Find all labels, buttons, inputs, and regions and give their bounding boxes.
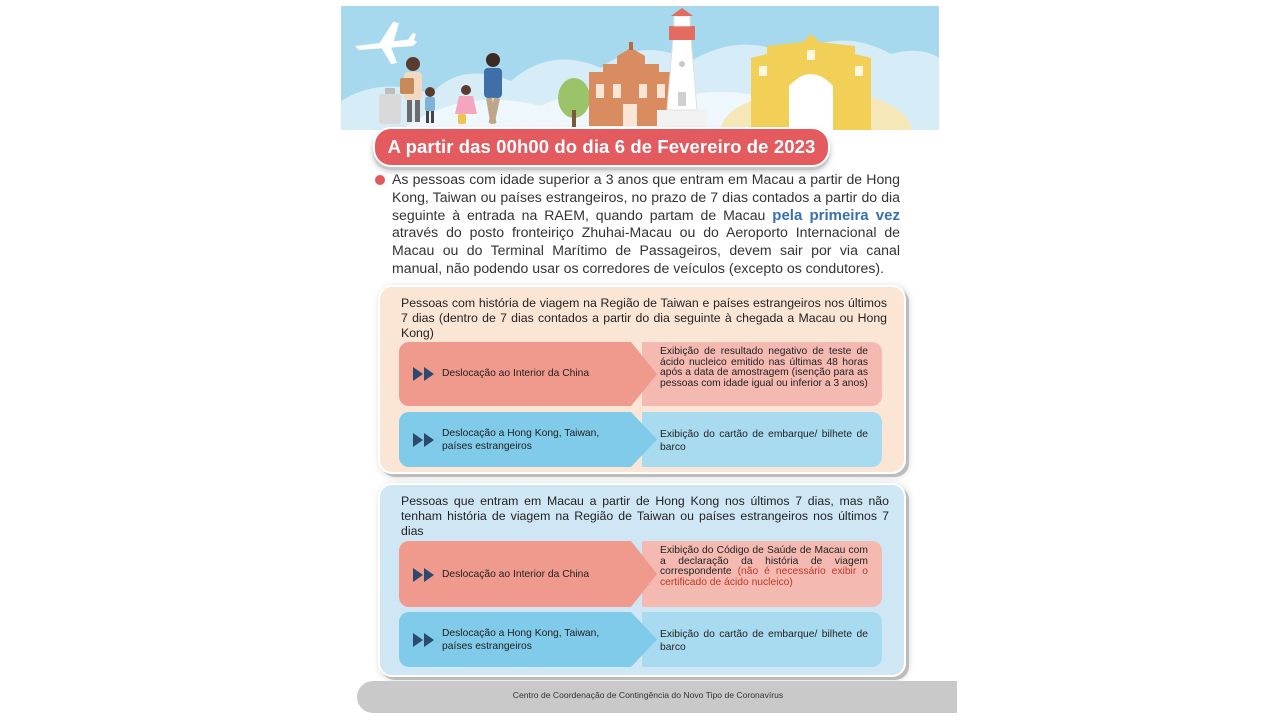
row-description: Exibição de resultado negativo de teste de ácido nucleico emitido nas últimas 48 horas após a data de amostragem (isenção para as pessoas com idade igual ou inferior a 3 anos) bbox=[660, 346, 868, 389]
intro-paragraph bbox=[392, 171, 900, 278]
row-description bbox=[660, 546, 868, 588]
card-hong-kong-only bbox=[378, 483, 906, 677]
intro-highlight: pela primeira vez bbox=[772, 206, 900, 224]
row-mainland-china bbox=[399, 541, 882, 607]
double-arrow-icon bbox=[413, 568, 437, 582]
row-label: Deslocação ao Interior da China bbox=[442, 569, 590, 580]
date-banner: A partir das 00h00 do dia 6 de Fevereiro de 2023 bbox=[373, 127, 830, 167]
row-hk-taiwan-foreign bbox=[399, 412, 882, 467]
row-label: Deslocação a Hong Kong, Taiwan, países estrangeiros bbox=[442, 628, 600, 652]
intro-text-before: As pessoas com idade superior a 3 anos que entram em Macau a partir de Hong Kong, Taiwan ou países estrangeiros, no prazo de 7 dias contados a partir do dia seguinte à entrada na RAEM, quando partam de Macau bbox=[392, 171, 900, 223]
row-mainland-china bbox=[399, 342, 882, 406]
poster bbox=[341, 6, 939, 715]
footer-text: Centro de Coordenação de Contingência do Novo Tipo de Coronavírus bbox=[512, 690, 784, 700]
row-label: Deslocação ao Interior da China bbox=[442, 368, 590, 379]
double-arrow-icon bbox=[413, 367, 437, 381]
bullet-dot bbox=[375, 175, 385, 185]
double-arrow-icon bbox=[413, 433, 437, 447]
row-description: Exibição do cartão de embarque/ bilhete de barco bbox=[660, 429, 868, 453]
intro-text-after: através do posto fronteiriço Zhuhai-Macau ou do Aeroporto Internacional de Macau ou do Terminal Marítimo de Passageiros, devem sair por via canal manual, não podendo usar os corredores de veículos (excepto os condutores). bbox=[392, 224, 900, 276]
row-label: Deslocação a Hong Kong, Taiwan, países estrangeiros bbox=[442, 428, 600, 452]
banner-illustration bbox=[341, 6, 939, 130]
double-arrow-icon bbox=[413, 633, 437, 647]
row-description: Exibição do cartão de embarque/ bilhete de barco bbox=[660, 629, 868, 653]
row-description-note: (não é necessário exibir o certificado de ácido nucleico) bbox=[660, 566, 868, 588]
card-taiwan-foreign bbox=[378, 285, 906, 474]
card-title: Pessoas que entram em Macau a partir de Hong Kong nos últimos 7 dias, mas não tenham história de viagem na Região de Taiwan ou países estrangeiros nos últimos 7 dias bbox=[401, 494, 889, 538]
row-description-main: Exibição do Código de Saúde de Macau com a declaração da história de viagem correspondente bbox=[660, 545, 868, 578]
card-title: Pessoas com história de viagem na Região de Taiwan e países estrangeiros nos últimos 7 dias (dentro de 7 dias contados a partir do dia seguinte à chegada a Macau ou Hong Kong) bbox=[401, 296, 887, 340]
row-hk-taiwan-foreign bbox=[399, 612, 882, 667]
